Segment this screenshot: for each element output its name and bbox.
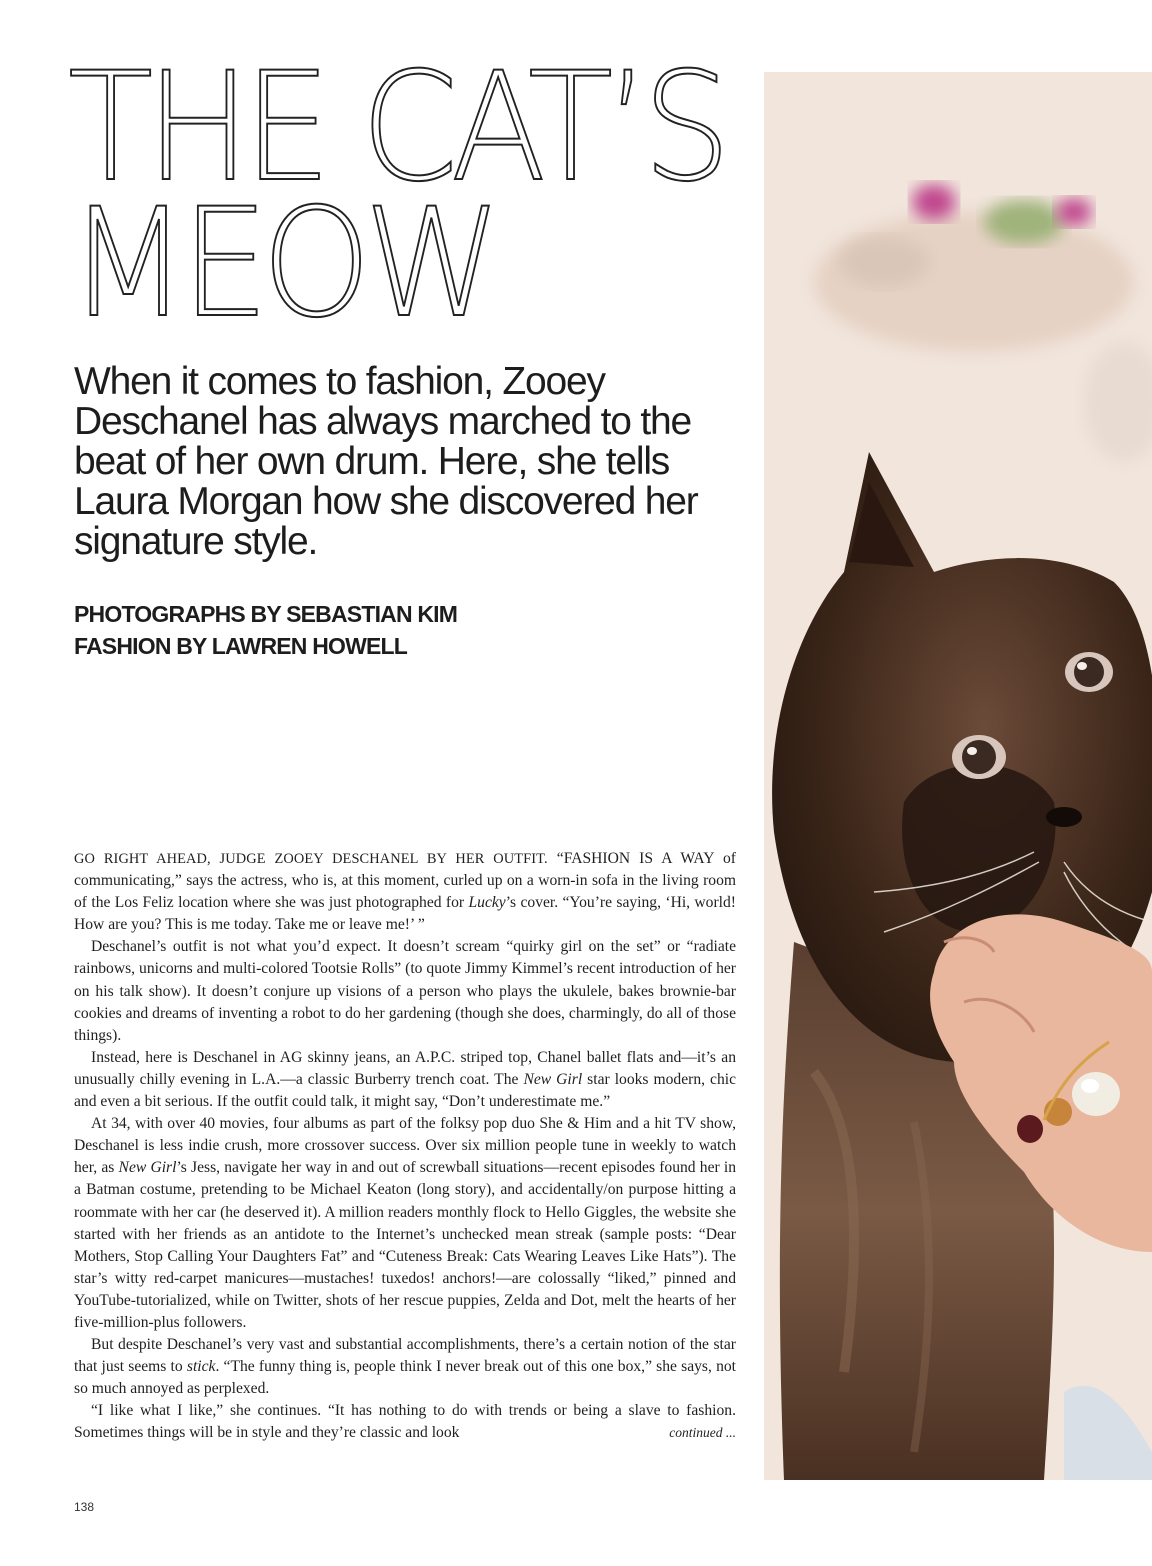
cat-photo [764,72,1152,1480]
credits [74,598,457,662]
lead-in-caps: GO RIGHT AHEAD, JUDGE ZOOEY DESCHANEL BY HER OUTFIT. [74,851,548,867]
body-paragraph-2: Deschanel’s outfit is not what you’d expect. It doesn’t scream “quirky girl on the set” or “radiate rainbows, unicorns and multi-colored Tootsie Rolls” (to quote Jimmy Kimmel’s recent introduction of her on his talk show). It doesn’t conjure up visions of a person who plays the ukulele, bakes brownie-bar cookies and dreams of inventing a robot to do her gardening (though she does, charmingly, do all of those things). [74,938,736,1044]
cat-illustration [764,72,1152,1480]
headline-line-2: MEOW [68,177,495,351]
dek: When it comes to fashion, Zooey Deschanel has always marched to the beat of her own drum. Here, she tells Laura Morgan how she discovered her signature style. [74,360,698,563]
body-paragraph-3: Instead, here is Deschanel in AG skinny jeans, an A.P.C. striped top, Chanel ballet flats and—it’s an unusually chilly evening in L.A.—a classic Burberry trench coat. The New Girl star looks modern, chic and even a bit serious. If the outfit could talk, it might say, “Don’t underestimate me.” [74,1048,736,1111]
article-body [74,848,736,1445]
body-paragraph-1: GO RIGHT AHEAD, JUDGE ZOOEY DESCHANEL BY HER OUTFIT. “FASHION IS A WAY of communicating,” says the actress, who is, at this moment, curled up on a worn-in sofa in the living room of the Los Feliz location where she was just photographed for Lucky’s cover. “You’re saying, ‘Hi, world! How are you? This is me today. Take me or leave me!’ ” [74,850,736,934]
page-number: 138 [74,1500,95,1514]
headline-line-1: THE CAT’S [68,41,724,215]
headline [68,41,724,351]
body-paragraph-4: At 34, with over 40 movies, four albums as part of the folksy pop duo She & Him and a hit TV show, Deschanel is less indie crush, more crossover success. Over six million people tune in weekly to watch her, as New Girl’s Jess, navigate her way in and out of screwball situations—recent episodes found her in a Batman costume, pretending to be Michael Keaton (long story), and accidentally/on purpose hitting a roommate with her car (he deserved it). A million readers monthly flock to Hello Giggles, the website she started with her friends as an antidote to the Internet’s unchecked mean streak (sample posts: “Dear Mothers, Stop Calling Your Daughters Fat” and “Cuteness Break: Cats Wearing Leaves Like Hats”). The star’s witty red-carpet manicures—mustaches! tuxedos! anchors!—are colossally “liked,” pinned and YouTube-tutorialized, while on Twitter, shots of her rescue puppies, Zelda and Dot, melt the hearts of her five-million-plus followers. [74,1115,736,1331]
body-paragraph-5: But despite Deschanel’s very vast and substantial accomplishments, there’s a certain notion of the star that just seems to stick. “The funny thing is, people think I never break out of this one box,” she says, not so much annoyed as perplexed. [74,1336,736,1398]
body-paragraph-6: “I like what I like,” she continues. “It has nothing to do with trends or being a slave to fashion. Sometimes things will be in style and they’re classic and look continued ... [74,1400,736,1444]
fashion-credit: FASHION BY LAWREN HOWELL [74,633,408,659]
continued-marker: continued ... [669,1425,736,1441]
photographer-credit: PHOTOGRAPHS BY SEBASTIAN KIM [74,601,458,627]
